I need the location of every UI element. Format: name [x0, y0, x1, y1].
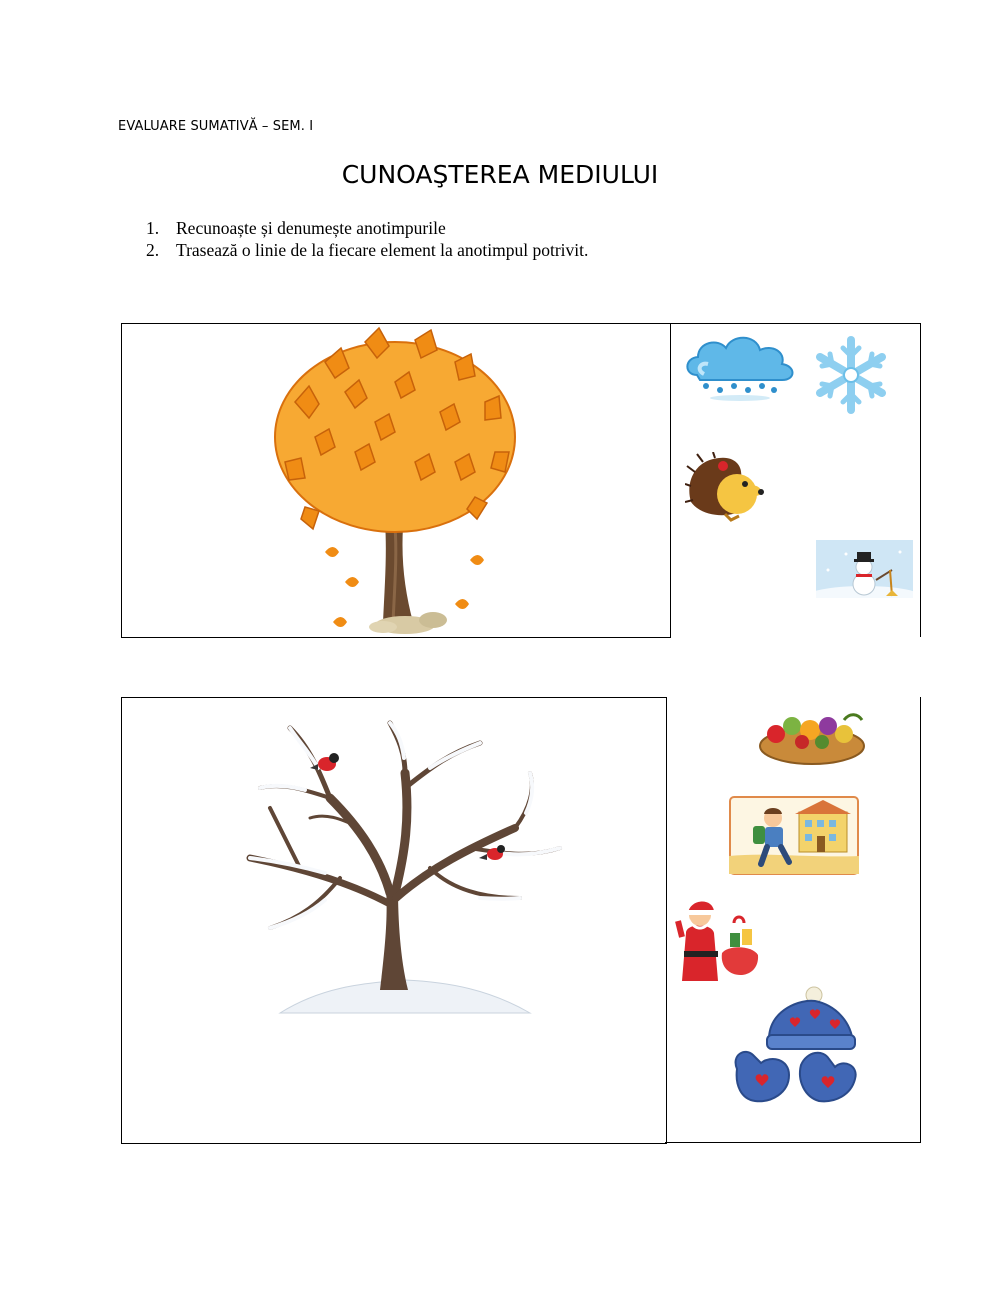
- page-title: CUNOAŞTEREA MEDIULUI: [341, 160, 659, 189]
- winter-tree-image[interactable]: [230, 718, 575, 1023]
- santa-claus-image[interactable]: [672, 893, 764, 985]
- autumn-tree-image[interactable]: [255, 322, 530, 638]
- rain-cloud-image[interactable]: [682, 330, 800, 402]
- document-subtitle: EVALUARE SUMATIVĂ – SEM. I: [118, 119, 314, 134]
- child-school-image[interactable]: [729, 796, 859, 875]
- snowman-image[interactable]: [816, 540, 913, 598]
- hedgehog-image[interactable]: [685, 452, 765, 522]
- hat-mittens-image[interactable]: [731, 985, 861, 1107]
- fruit-basket-image[interactable]: [754, 706, 870, 766]
- task-item-2: 2. Trasează o linie de la fiecare element la anotimpul potrivit.: [146, 240, 589, 260]
- task-list: [146, 217, 588, 261]
- task-item-1: 1. Recunoaște și denumește anotimpurile: [146, 218, 446, 238]
- snowflake-image[interactable]: [808, 334, 894, 416]
